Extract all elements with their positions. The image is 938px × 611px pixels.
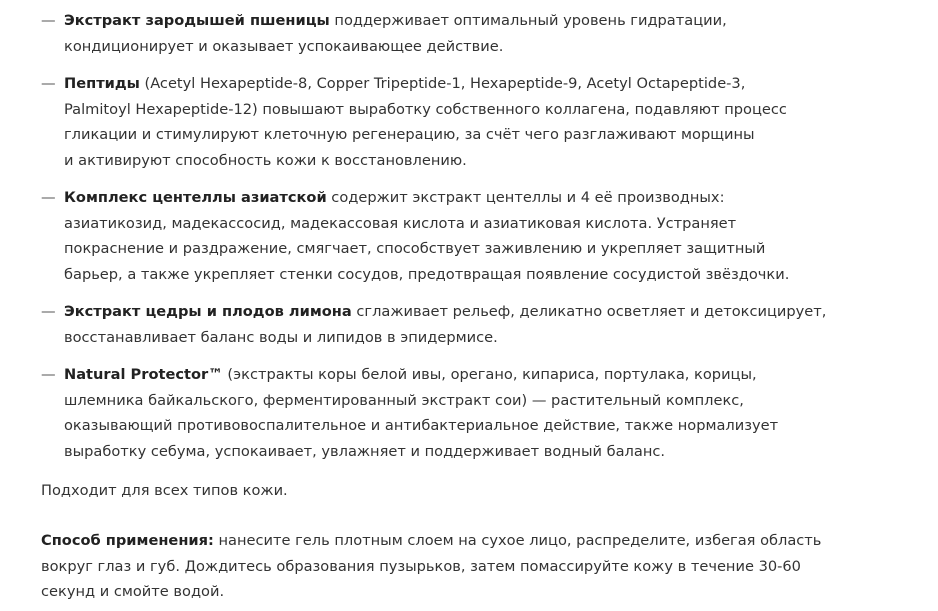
list-dash: — (41, 12, 56, 29)
ingredient-text: выработку себума, успокаивает, увлажняет и поддерживает водный баланс. (64, 442, 666, 460)
ingredient-text: барьер, а также укрепляет стенки сосудов, предотвращая появление сосудистой звёздочки. (64, 265, 790, 283)
ingredient-text: и активируют способность кожи к восстановлению. (64, 151, 467, 169)
ingredient-text: азиатикозид, мадекассосид, мадекассовая кислота и азиатиковая кислота. Устраняет (64, 214, 737, 232)
usage-instructions (41, 528, 821, 605)
ingredient-text: поддерживает оптимальный уровень гидратации, (329, 12, 727, 29)
ingredient-name: Экстракт цедры и плодов лимона (64, 303, 352, 320)
usage-text: секунд и смойте водой. (41, 583, 225, 601)
ingredient-name: Natural Protector™ (64, 366, 223, 383)
usage-text: вокруг глаз и губ. Дождитесь образования пузырьков, затем помассируйте кожу в течение 30-60 (41, 557, 801, 575)
ingredient-name: Пептиды (64, 75, 140, 92)
ingredient-text: кондиционирует и оказывает успокаивающее действие. (64, 37, 504, 55)
ingredient-text: Palmitoyl Hexapeptide-12) повышают выработку собственного коллагена, подавляют процесс (64, 100, 787, 118)
ingredient-text: восстанавливает баланс воды и липидов в эпидермисе. (64, 328, 498, 346)
ingredient-item-peptides (41, 71, 787, 173)
ingredient-item-natural-protector (41, 362, 778, 464)
ingredient-text: (Acetyl Hexapeptide-8, Copper Tripeptide-1, Hexapeptide-9, Acetyl Octapeptide-3, (139, 75, 746, 92)
ingredient-text: шлемника байкальского, ферментированный экстракт сои) — растительный комплекс, (64, 391, 744, 409)
list-dash: — (41, 189, 56, 206)
list-dash: — (41, 75, 56, 92)
ingredient-item-centella (41, 185, 789, 287)
ingredient-text: покраснение и раздражение, смягчает, способствует заживлению и укрепляет защитный (64, 240, 766, 258)
ingredient-name: Комплекс центеллы азиатской (64, 189, 327, 206)
list-dash: — (41, 366, 56, 383)
usage-label: Способ применения: (41, 532, 214, 549)
ingredient-item-wheat-germ (41, 8, 727, 59)
list-dash: — (41, 303, 56, 320)
ingredient-text: гликации и стимулируют клеточную регенерацию, за счёт чего разглаживают морщины (64, 126, 755, 144)
skin-types-note: Подходит для всех типов кожи. (41, 482, 288, 499)
ingredient-text: содержит экстракт центеллы и 4 её производных: (326, 189, 725, 206)
ingredient-item-lemon (41, 299, 826, 350)
ingredient-text: оказывающий противовоспалительное и антибактериальное действие, также нормализует (64, 417, 779, 435)
ingredient-text: (экстракты коры белой ивы, орегано, кипариса, портулака, корицы, (222, 366, 757, 383)
ingredient-name: Экстракт зародышей пшеницы (64, 12, 330, 29)
ingredient-text: сглаживает рельеф, деликатно осветляет и детоксицирует, (351, 303, 827, 320)
usage-text: нанесите гель плотным слоем на сухое лицо, распределите, избегая область (213, 532, 822, 549)
